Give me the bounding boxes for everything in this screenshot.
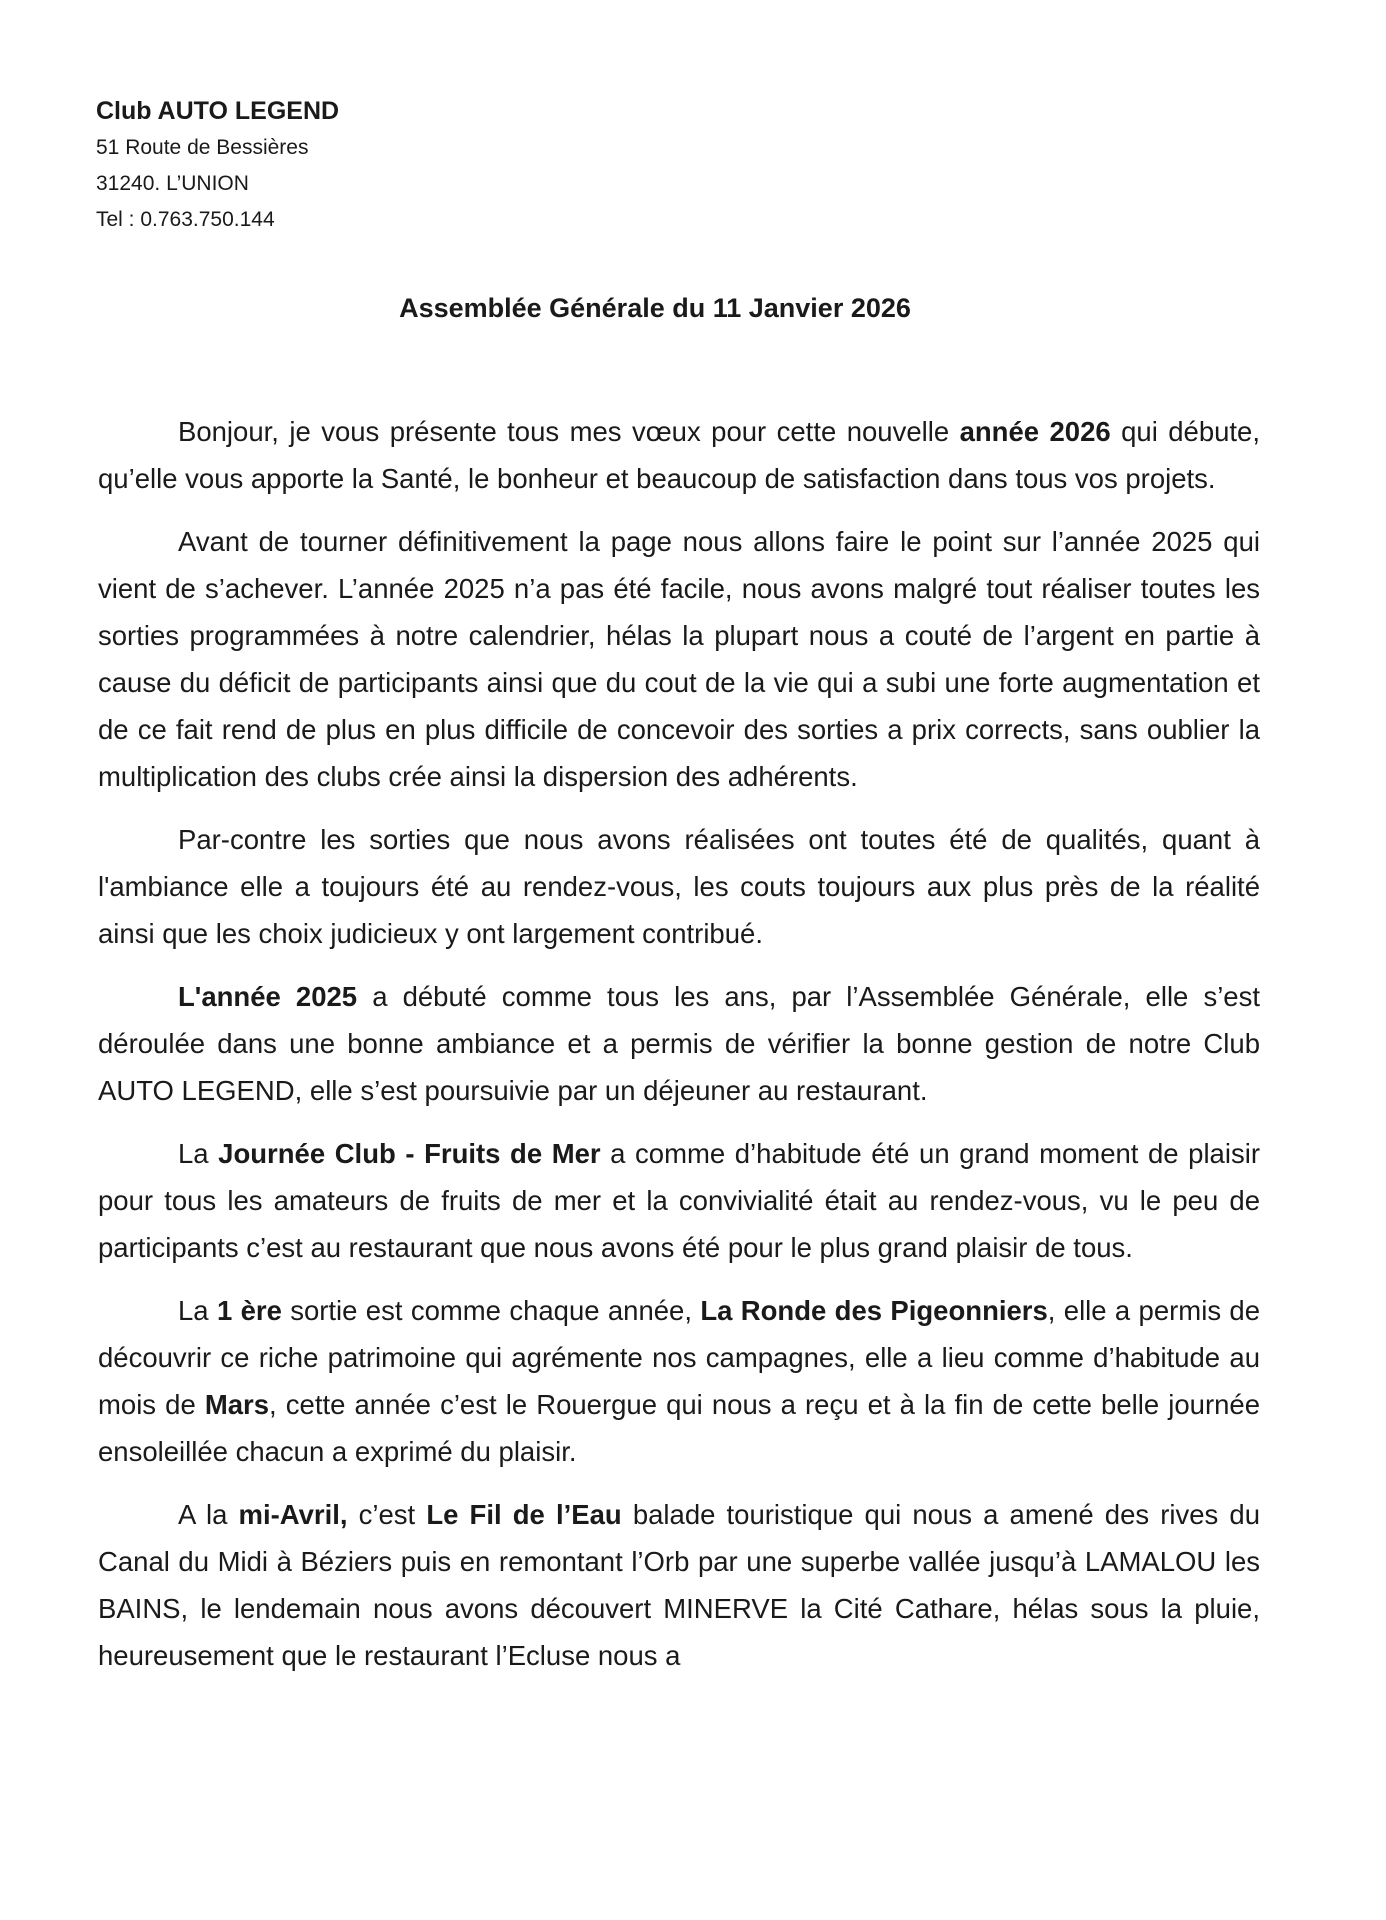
paragraph-quality: Par-contre les sorties que nous avons réalisées ont toutes été de qualités, quant à l'ambiance elle a toujours été au rendez-vous, les couts toujours aux plus près de la réalité ainsi que les choix judicieux y ont largement contribué.: [98, 824, 1260, 949]
club-street: 51 Route de Bessières: [96, 136, 309, 159]
paragraph-fil-de-l-eau: A la mi-Avril, c’est Le Fil de l’Eau balade touristique qui nous a amené des rives du Canal du Midi à Béziers puis en remontant l’Orb par une superbe vallée jusqu’à LAMALOU les BAINS, le lendemain nous avons découvert MINERVE la Cité Cathare, hélas sous la pluie, heureusement que le restaurant l’Ecluse nous a: [98, 1499, 1261, 1671]
paragraph-review-2025: Avant de tourner définitivement la page nous allons faire le point sur l’année 2025 qui vient de s’achever. L’année 2025 n’a pas été facile, nous avons malgré tout réaliser toutes les sorties programmées à notre calendrier, hélas la plupart nous a couté de l’argent en partie à cause du déficit de participants ainsi que du cout de la vie qui a subi une forte augmentation et de ce fait rend de plus en plus difficile de concevoir des sorties a prix corrects, sans oublier la multiplication des clubs crée ainsi la dispersion des adhérents.: [98, 526, 1260, 792]
club-phone: Tel : 0.763.750.144: [96, 208, 275, 231]
paragraph-fruits-de-mer: La Journée Club - Fruits de Mer a comme d’habitude été un grand moment de plaisir pour tous les amateurs de fruits de mer et la convivialité était au rendez-vous, vu le peu de participants c’est au restaurant que nous avons été pour le plus grand plaisir de tous.: [98, 1138, 1260, 1263]
paragraph-greeting: Bonjour, je vous présente tous mes vœux pour cette nouvelle année 2026 qui débute, qu’elle vous apporte la Santé, le bonheur et beaucoup de satisfaction dans tous vos projets.: [98, 416, 1260, 494]
letter-body: [98, 408, 1260, 1695]
club-city: 31240. L’UNION: [96, 172, 249, 195]
document-title: Assemblée Générale du 11 Janvier 2026: [399, 293, 911, 323]
paragraph-pigeonniers: La 1 ère sortie est comme chaque année, La Ronde des Pigeonniers, elle a permis de découvrir ce riche patrimoine qui agrémente nos campagnes, elle a lieu comme d’habitude au mois de Mars, cette année c’est le Rouergue qui nous a reçu et à la fin de cette belle journée ensoleillée chacun a exprimé du plaisir.: [98, 1295, 1261, 1467]
sender-block: [96, 92, 339, 238]
club-name: Club AUTO LEGEND: [96, 97, 340, 125]
paragraph-assemblee: L'année 2025 a débuté comme tous les ans, par l’Assemblée Générale, elle s’est déroulée dans une bonne ambiance et a permis de vérifier la bonne gestion de notre Club AUTO LEGEND, elle s’est poursuivie par un déjeuner au restaurant.: [98, 981, 1260, 1106]
